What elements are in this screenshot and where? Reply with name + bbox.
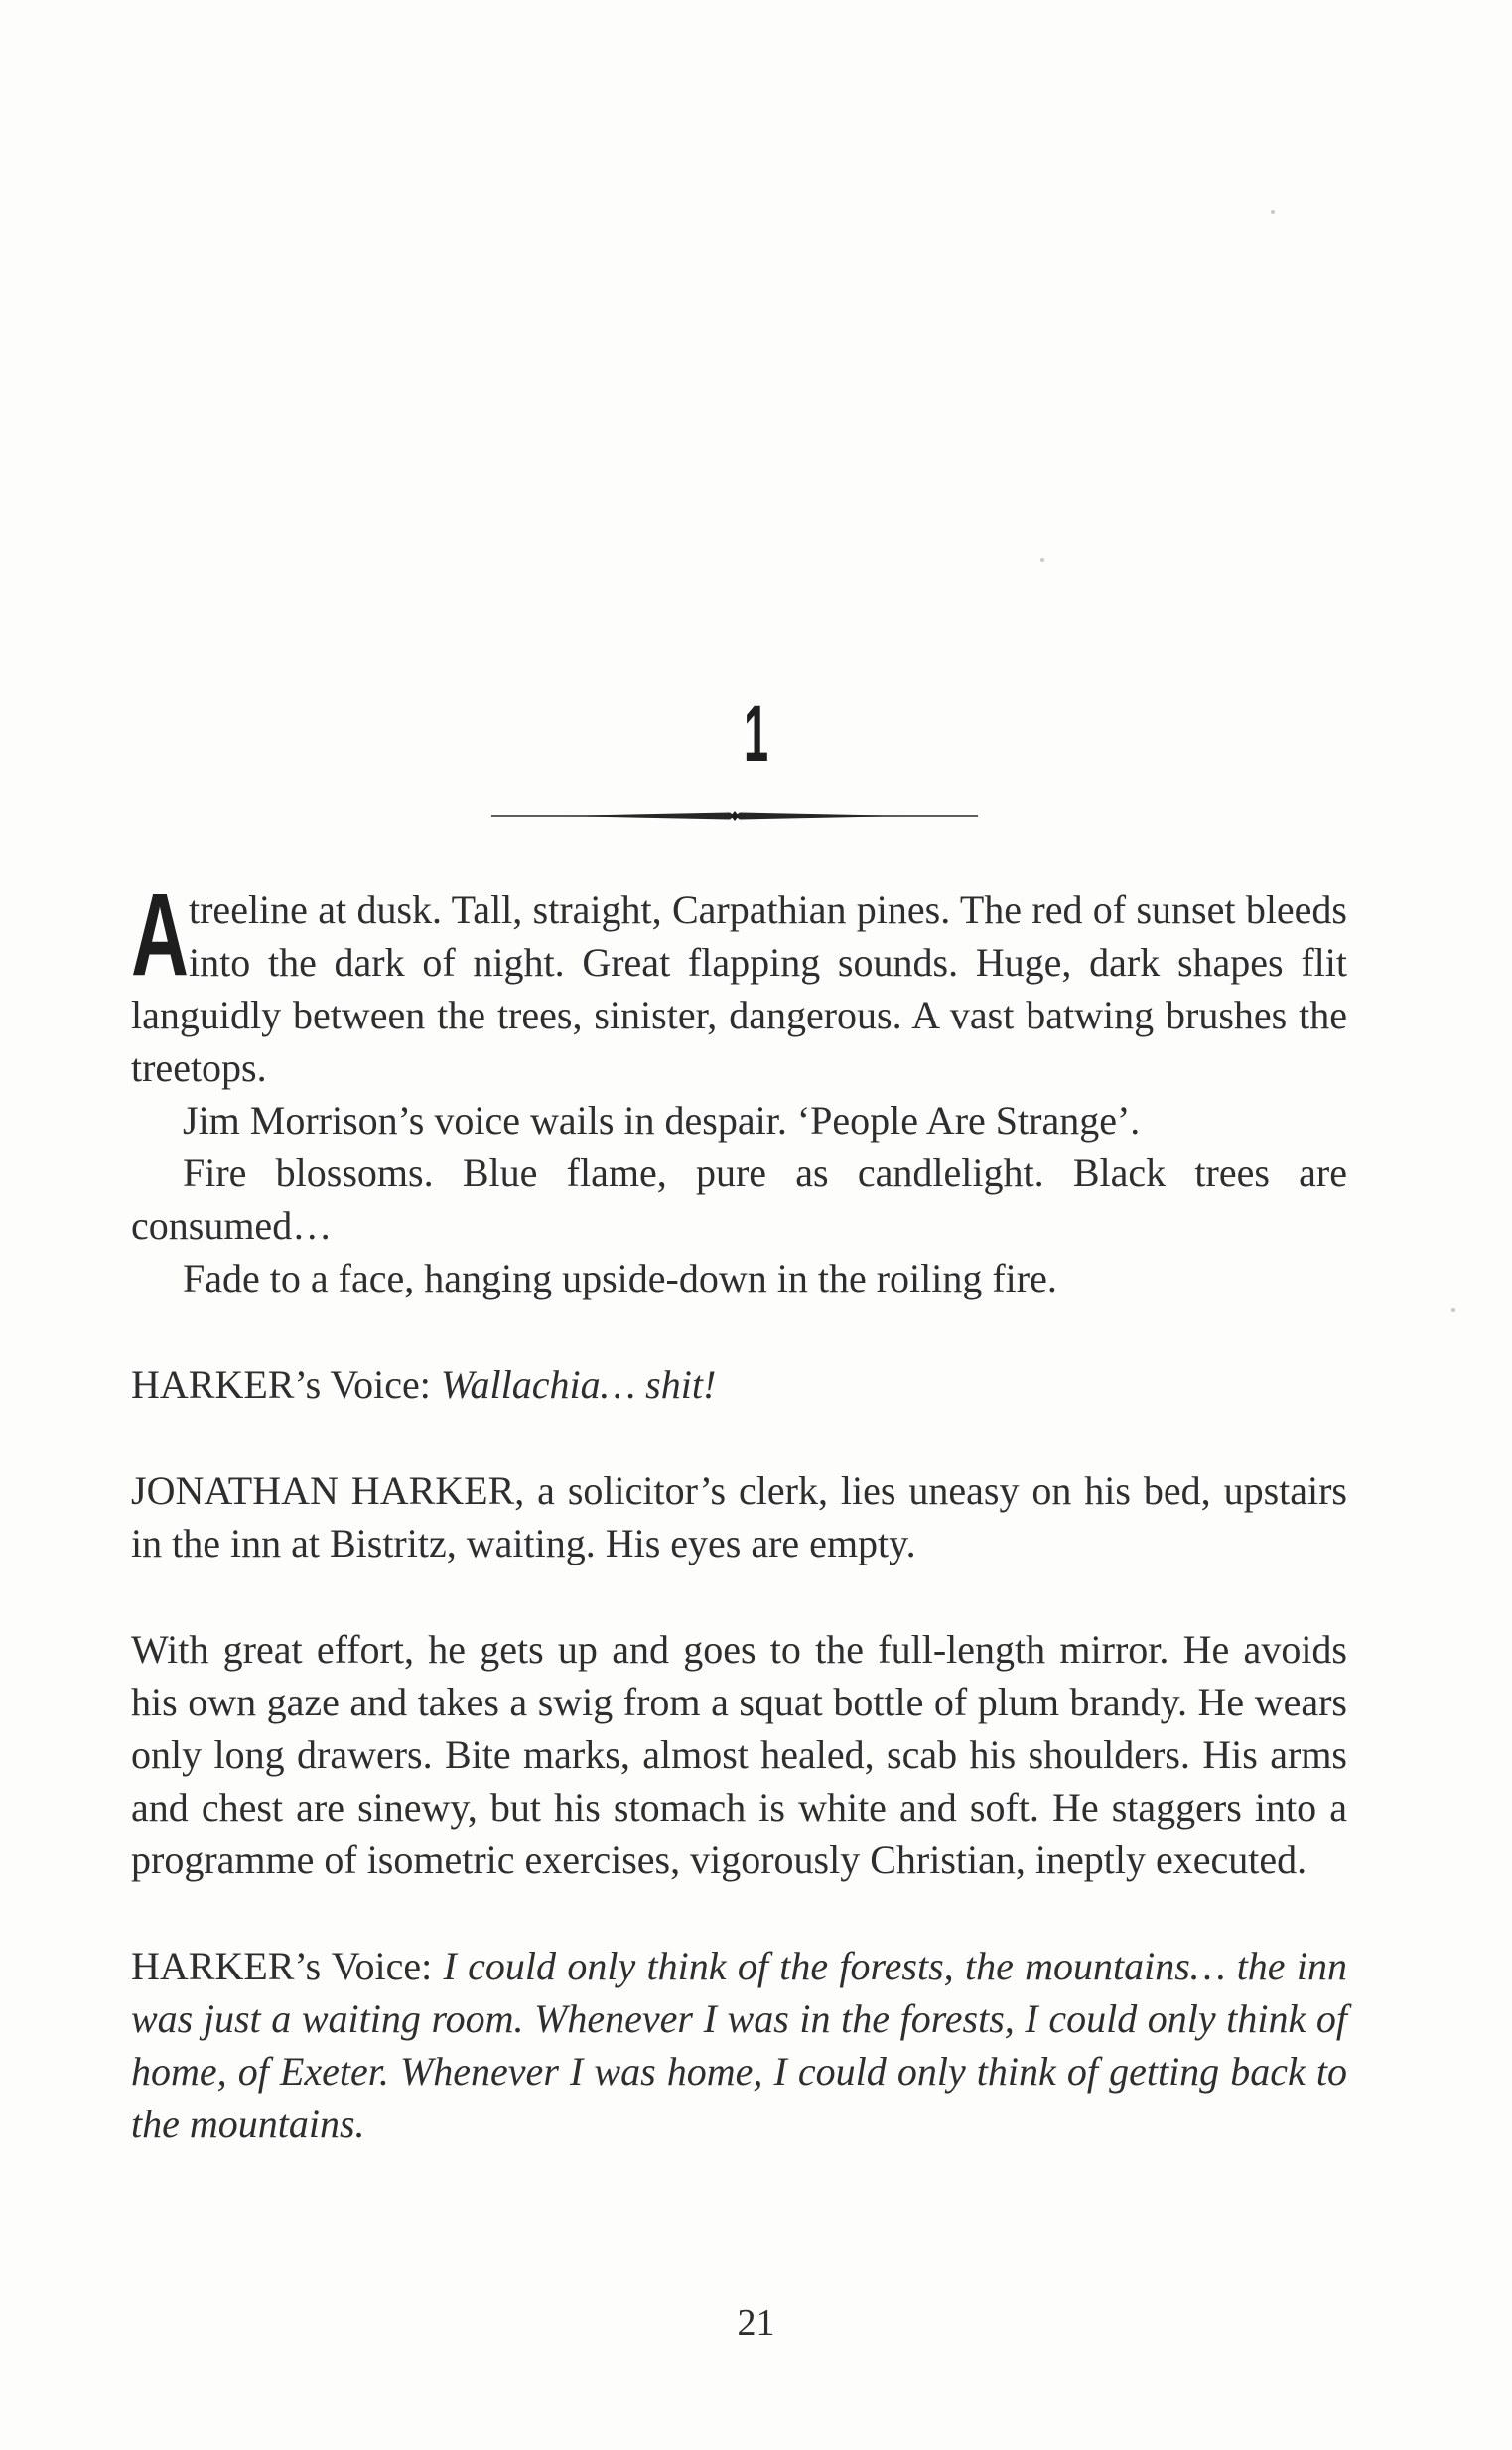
page-number: 21 — [737, 2302, 775, 2344]
paper-speck — [1451, 1308, 1455, 1312]
paragraph-3: Fire blossoms. Blue flame, pure as candlelight. Black trees are consumed… — [131, 1151, 1347, 1248]
voice-over-speaker: HARKER’s Voice: — [131, 1362, 441, 1407]
paragraph-spacer — [131, 1411, 1347, 1464]
voice-over-italic-text: I could only think of the forests, the mountains… the inn was just a waiting room. Whenever I was in the forests, I could only think of home, of Exeter. Whenever I was home, I could only think of getting back to the mountains. — [131, 1944, 1347, 2146]
paragraph-7: With great effort, he gets up and goes to the full-length mirror. He avoids his own gaze and takes a swig from a squat bottle of plum brandy. He wears only long drawers. Bite marks, almost healed, scab his shoulders. His arms and chest are sinewy, but his stomach is white and soft. He staggers into a programme of isometric exercises, vigorously Christian, ineptly executed. — [131, 1627, 1347, 1882]
paragraph-2: Jim Morrison’s voice wails in despair. ‘People Are Strange’. — [183, 1098, 1141, 1143]
paragraph-spacer — [131, 1304, 1347, 1358]
paragraph-spacer — [131, 1569, 1347, 1623]
chapter-ornament-rule — [491, 809, 978, 823]
paragraph-spacer — [131, 1886, 1347, 1940]
paragraph-4: Fade to a face, hanging upside-down in the roiling fire. — [183, 1256, 1057, 1300]
opening-paragraph — [131, 870, 1347, 1094]
paper-speck — [1271, 210, 1275, 214]
drop-cap: A — [131, 870, 189, 1001]
voice-over-italic-text: Wallachia… shit! — [440, 1362, 717, 1407]
chapter-body-text — [131, 870, 1347, 2150]
paragraph-6: JONATHAN HARKER, a solicitor’s clerk, lies uneasy on his bed, upstairs in the inn at Bistritz, waiting. His eyes are empty. — [131, 1468, 1347, 1565]
paper-speck — [1040, 558, 1044, 562]
voice-over-line-1 — [131, 1358, 1347, 1411]
voice-over-speaker: HARKER’s Voice: — [131, 1944, 444, 1988]
chapter-number: 1 — [743, 689, 769, 779]
opening-paragraph-text: treeline at dusk. Tall, straight, Carpathian pines. The red of sunset bleeds into the dark of night. Great flapping sounds. Huge, dark shapes flit languidly between the trees, sinister, dangerous. A vast batwing brushes the treetops. — [131, 887, 1347, 1090]
voice-over-line-2 — [131, 1940, 1347, 2150]
